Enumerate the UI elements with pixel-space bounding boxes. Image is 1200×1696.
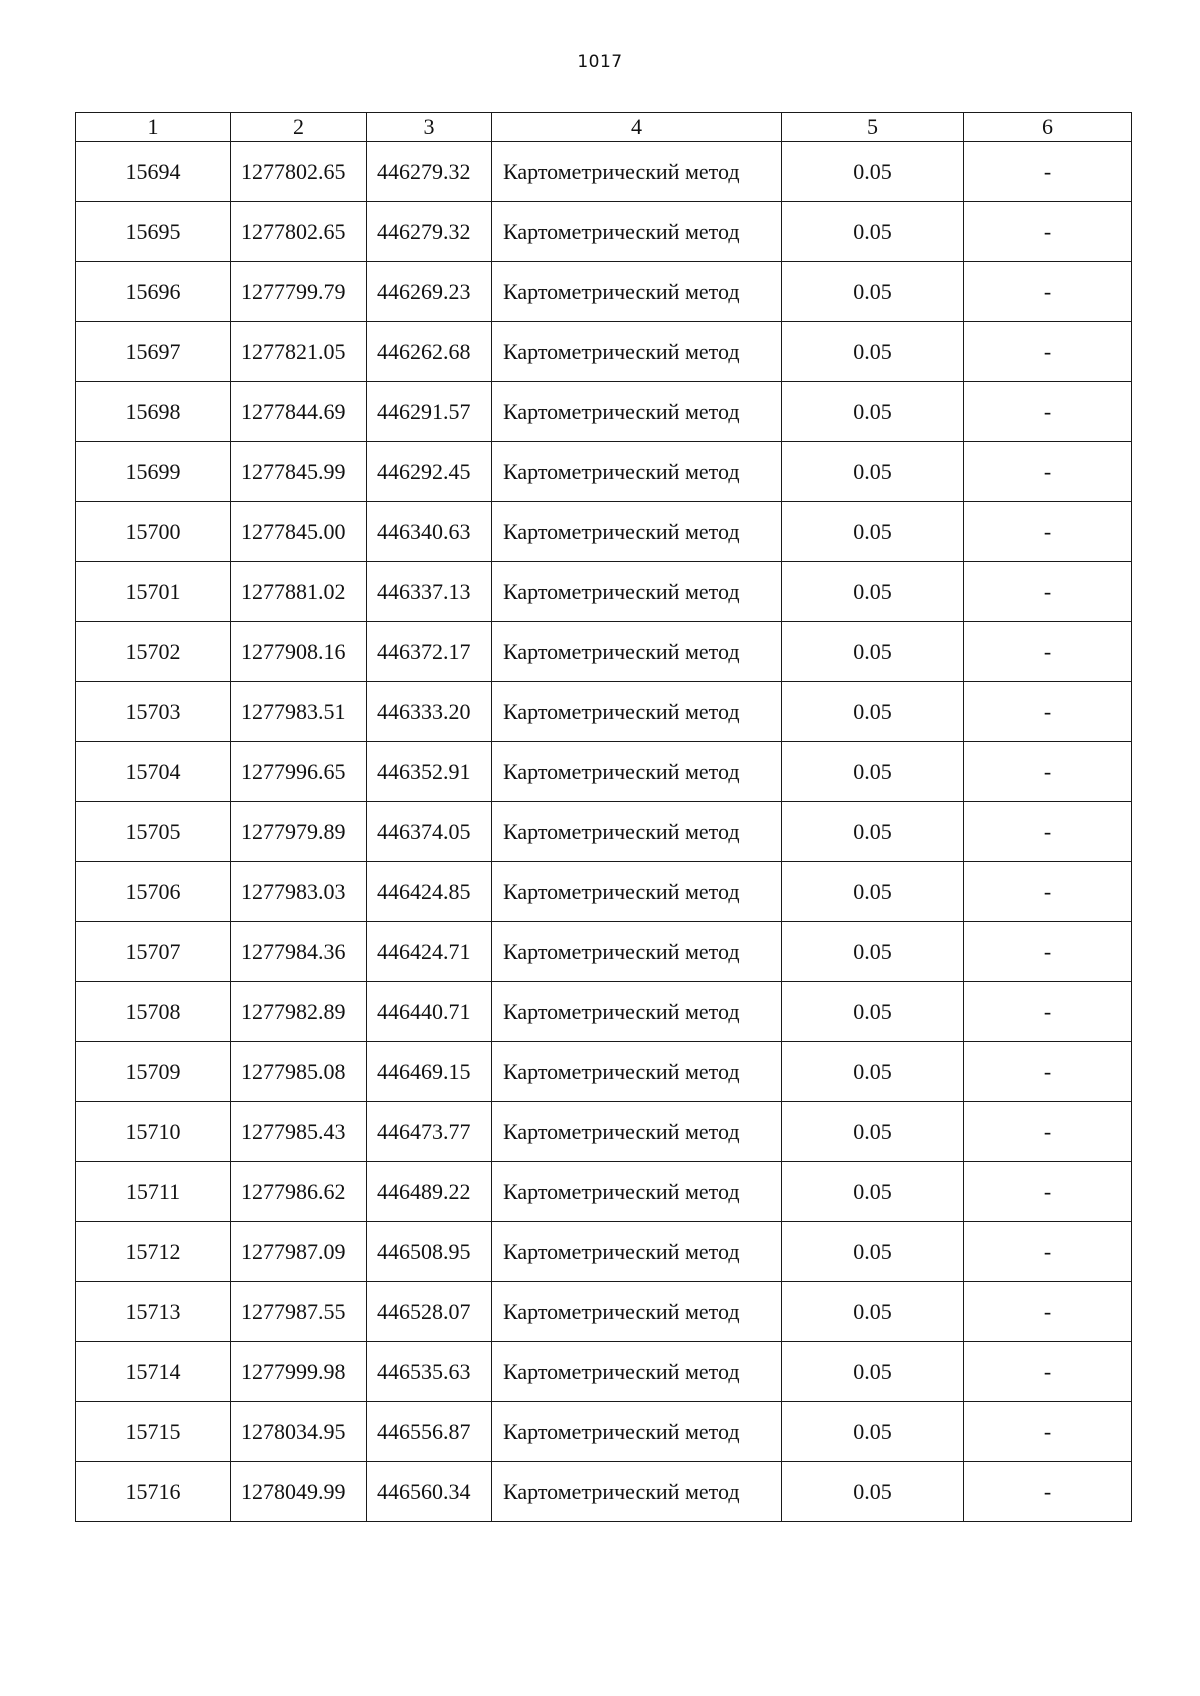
cell-point-number: 15701 bbox=[76, 562, 231, 622]
table-row bbox=[76, 1282, 1132, 1342]
table-row bbox=[76, 262, 1132, 322]
cell-accuracy: 0.05 bbox=[782, 682, 964, 742]
table-row bbox=[76, 442, 1132, 502]
cell-description: - bbox=[964, 562, 1132, 622]
cell-method: Картометрический метод bbox=[492, 562, 782, 622]
cell-description: - bbox=[964, 142, 1132, 202]
cell-accuracy: 0.05 bbox=[782, 562, 964, 622]
table-body bbox=[76, 142, 1132, 1522]
cell-method: Картометрический метод bbox=[492, 1162, 782, 1222]
cell-x-coordinate: 1277979.89 bbox=[231, 802, 367, 862]
header-cell-2: 2 bbox=[231, 113, 367, 142]
cell-y-coordinate: 446560.34 bbox=[367, 1462, 492, 1522]
cell-method: Картометрический метод bbox=[492, 322, 782, 382]
table-row bbox=[76, 142, 1132, 202]
table-row bbox=[76, 862, 1132, 922]
cell-method: Картометрический метод bbox=[492, 262, 782, 322]
cell-x-coordinate: 1277987.09 bbox=[231, 1222, 367, 1282]
cell-description: - bbox=[964, 262, 1132, 322]
cell-method: Картометрический метод bbox=[492, 442, 782, 502]
cell-description: - bbox=[964, 502, 1132, 562]
cell-y-coordinate: 446279.32 bbox=[367, 142, 492, 202]
table-row bbox=[76, 1402, 1132, 1462]
cell-y-coordinate: 446372.17 bbox=[367, 622, 492, 682]
cell-point-number: 15694 bbox=[76, 142, 231, 202]
cell-x-coordinate: 1277982.89 bbox=[231, 982, 367, 1042]
cell-y-coordinate: 446424.71 bbox=[367, 922, 492, 982]
table-row bbox=[76, 802, 1132, 862]
table-row bbox=[76, 322, 1132, 382]
cell-description: - bbox=[964, 1342, 1132, 1402]
cell-accuracy: 0.05 bbox=[782, 742, 964, 802]
cell-y-coordinate: 446556.87 bbox=[367, 1402, 492, 1462]
cell-point-number: 15706 bbox=[76, 862, 231, 922]
cell-description: - bbox=[964, 1462, 1132, 1522]
cell-method: Картометрический метод bbox=[492, 202, 782, 262]
cell-accuracy: 0.05 bbox=[782, 442, 964, 502]
header-cell-5: 5 bbox=[782, 113, 964, 142]
cell-y-coordinate: 446337.13 bbox=[367, 562, 492, 622]
header-cell-1: 1 bbox=[76, 113, 231, 142]
cell-x-coordinate: 1277821.05 bbox=[231, 322, 367, 382]
cell-accuracy: 0.05 bbox=[782, 862, 964, 922]
cell-description: - bbox=[964, 1222, 1132, 1282]
cell-description: - bbox=[964, 322, 1132, 382]
cell-x-coordinate: 1277984.36 bbox=[231, 922, 367, 982]
cell-x-coordinate: 1277999.98 bbox=[231, 1342, 367, 1402]
cell-description: - bbox=[964, 202, 1132, 262]
cell-method: Картометрический метод bbox=[492, 382, 782, 442]
table-row bbox=[76, 622, 1132, 682]
cell-y-coordinate: 446528.07 bbox=[367, 1282, 492, 1342]
cell-y-coordinate: 446440.71 bbox=[367, 982, 492, 1042]
cell-point-number: 15702 bbox=[76, 622, 231, 682]
cell-description: - bbox=[964, 382, 1132, 442]
table-row bbox=[76, 682, 1132, 742]
cell-accuracy: 0.05 bbox=[782, 1402, 964, 1462]
cell-description: - bbox=[964, 922, 1132, 982]
table-row bbox=[76, 562, 1132, 622]
table-header bbox=[76, 113, 1132, 142]
coordinates-table bbox=[75, 112, 1132, 1522]
cell-x-coordinate: 1278049.99 bbox=[231, 1462, 367, 1522]
cell-point-number: 15699 bbox=[76, 442, 231, 502]
cell-description: - bbox=[964, 982, 1132, 1042]
cell-x-coordinate: 1277987.55 bbox=[231, 1282, 367, 1342]
cell-x-coordinate: 1277802.65 bbox=[231, 142, 367, 202]
cell-x-coordinate: 1277845.99 bbox=[231, 442, 367, 502]
cell-accuracy: 0.05 bbox=[782, 1162, 964, 1222]
cell-description: - bbox=[964, 1102, 1132, 1162]
cell-point-number: 15695 bbox=[76, 202, 231, 262]
header-row bbox=[76, 113, 1132, 142]
cell-x-coordinate: 1277985.08 bbox=[231, 1042, 367, 1102]
cell-point-number: 15696 bbox=[76, 262, 231, 322]
cell-description: - bbox=[964, 742, 1132, 802]
cell-accuracy: 0.05 bbox=[782, 1462, 964, 1522]
cell-accuracy: 0.05 bbox=[782, 1102, 964, 1162]
cell-method: Картометрический метод bbox=[492, 922, 782, 982]
cell-method: Картометрический метод bbox=[492, 1282, 782, 1342]
cell-y-coordinate: 446262.68 bbox=[367, 322, 492, 382]
cell-y-coordinate: 446352.91 bbox=[367, 742, 492, 802]
cell-accuracy: 0.05 bbox=[782, 1222, 964, 1282]
page-number: 1017 bbox=[577, 52, 623, 72]
cell-x-coordinate: 1277802.65 bbox=[231, 202, 367, 262]
cell-y-coordinate: 446374.05 bbox=[367, 802, 492, 862]
cell-y-coordinate: 446333.20 bbox=[367, 682, 492, 742]
table-row bbox=[76, 742, 1132, 802]
cell-x-coordinate: 1277985.43 bbox=[231, 1102, 367, 1162]
cell-point-number: 15712 bbox=[76, 1222, 231, 1282]
cell-description: - bbox=[964, 1402, 1132, 1462]
cell-method: Картометрический метод bbox=[492, 142, 782, 202]
cell-x-coordinate: 1278034.95 bbox=[231, 1402, 367, 1462]
cell-x-coordinate: 1277881.02 bbox=[231, 562, 367, 622]
cell-accuracy: 0.05 bbox=[782, 982, 964, 1042]
cell-y-coordinate: 446424.85 bbox=[367, 862, 492, 922]
header-cell-3: 3 bbox=[367, 113, 492, 142]
cell-x-coordinate: 1277983.03 bbox=[231, 862, 367, 922]
cell-accuracy: 0.05 bbox=[782, 922, 964, 982]
cell-y-coordinate: 446292.45 bbox=[367, 442, 492, 502]
table-row bbox=[76, 1102, 1132, 1162]
cell-point-number: 15703 bbox=[76, 682, 231, 742]
cell-accuracy: 0.05 bbox=[782, 382, 964, 442]
cell-point-number: 15704 bbox=[76, 742, 231, 802]
cell-description: - bbox=[964, 1162, 1132, 1222]
cell-method: Картометрический метод bbox=[492, 1042, 782, 1102]
cell-point-number: 15698 bbox=[76, 382, 231, 442]
cell-x-coordinate: 1277996.65 bbox=[231, 742, 367, 802]
table-row bbox=[76, 1042, 1132, 1102]
table-row bbox=[76, 982, 1132, 1042]
cell-point-number: 15708 bbox=[76, 982, 231, 1042]
table-row bbox=[76, 1162, 1132, 1222]
cell-method: Картометрический метод bbox=[492, 1102, 782, 1162]
cell-method: Картометрический метод bbox=[492, 742, 782, 802]
cell-method: Картометрический метод bbox=[492, 1462, 782, 1522]
cell-description: - bbox=[964, 862, 1132, 922]
cell-y-coordinate: 446291.57 bbox=[367, 382, 492, 442]
cell-method: Картометрический метод bbox=[492, 1222, 782, 1282]
cell-y-coordinate: 446340.63 bbox=[367, 502, 492, 562]
cell-description: - bbox=[964, 802, 1132, 862]
cell-y-coordinate: 446489.22 bbox=[367, 1162, 492, 1222]
cell-y-coordinate: 446469.15 bbox=[367, 1042, 492, 1102]
cell-point-number: 15697 bbox=[76, 322, 231, 382]
cell-y-coordinate: 446473.77 bbox=[367, 1102, 492, 1162]
cell-point-number: 15705 bbox=[76, 802, 231, 862]
cell-method: Картометрический метод bbox=[492, 682, 782, 742]
cell-y-coordinate: 446508.95 bbox=[367, 1222, 492, 1282]
cell-accuracy: 0.05 bbox=[782, 1282, 964, 1342]
table-row bbox=[76, 502, 1132, 562]
cell-description: - bbox=[964, 622, 1132, 682]
cell-point-number: 15715 bbox=[76, 1402, 231, 1462]
cell-y-coordinate: 446269.23 bbox=[367, 262, 492, 322]
cell-description: - bbox=[964, 1282, 1132, 1342]
cell-accuracy: 0.05 bbox=[782, 142, 964, 202]
table-row bbox=[76, 382, 1132, 442]
cell-y-coordinate: 446535.63 bbox=[367, 1342, 492, 1402]
cell-x-coordinate: 1277799.79 bbox=[231, 262, 367, 322]
table-row bbox=[76, 1222, 1132, 1282]
cell-x-coordinate: 1277844.69 bbox=[231, 382, 367, 442]
cell-method: Картометрический метод bbox=[492, 982, 782, 1042]
header-cell-4: 4 bbox=[492, 113, 782, 142]
cell-x-coordinate: 1277908.16 bbox=[231, 622, 367, 682]
cell-x-coordinate: 1277983.51 bbox=[231, 682, 367, 742]
cell-x-coordinate: 1277845.00 bbox=[231, 502, 367, 562]
cell-method: Картометрический метод bbox=[492, 622, 782, 682]
cell-point-number: 15709 bbox=[76, 1042, 231, 1102]
cell-method: Картометрический метод bbox=[492, 1342, 782, 1402]
cell-accuracy: 0.05 bbox=[782, 1042, 964, 1102]
cell-point-number: 15711 bbox=[76, 1162, 231, 1222]
cell-point-number: 15716 bbox=[76, 1462, 231, 1522]
table-row bbox=[76, 202, 1132, 262]
cell-accuracy: 0.05 bbox=[782, 502, 964, 562]
cell-description: - bbox=[964, 682, 1132, 742]
cell-y-coordinate: 446279.32 bbox=[367, 202, 492, 262]
cell-accuracy: 0.05 bbox=[782, 202, 964, 262]
cell-accuracy: 0.05 bbox=[782, 322, 964, 382]
cell-point-number: 15710 bbox=[76, 1102, 231, 1162]
table-row bbox=[76, 922, 1132, 982]
cell-method: Картометрический метод bbox=[492, 1402, 782, 1462]
cell-point-number: 15714 bbox=[76, 1342, 231, 1402]
cell-point-number: 15707 bbox=[76, 922, 231, 982]
cell-accuracy: 0.05 bbox=[782, 622, 964, 682]
cell-method: Картометрический метод bbox=[492, 862, 782, 922]
cell-description: - bbox=[964, 442, 1132, 502]
header-cell-6: 6 bbox=[964, 113, 1132, 142]
table-row bbox=[76, 1342, 1132, 1402]
cell-description: - bbox=[964, 1042, 1132, 1102]
cell-method: Картометрический метод bbox=[492, 802, 782, 862]
cell-method: Картометрический метод bbox=[492, 502, 782, 562]
cell-point-number: 15700 bbox=[76, 502, 231, 562]
cell-accuracy: 0.05 bbox=[782, 1342, 964, 1402]
cell-accuracy: 0.05 bbox=[782, 262, 964, 322]
table-row bbox=[76, 1462, 1132, 1522]
cell-point-number: 15713 bbox=[76, 1282, 231, 1342]
cell-accuracy: 0.05 bbox=[782, 802, 964, 862]
cell-x-coordinate: 1277986.62 bbox=[231, 1162, 367, 1222]
